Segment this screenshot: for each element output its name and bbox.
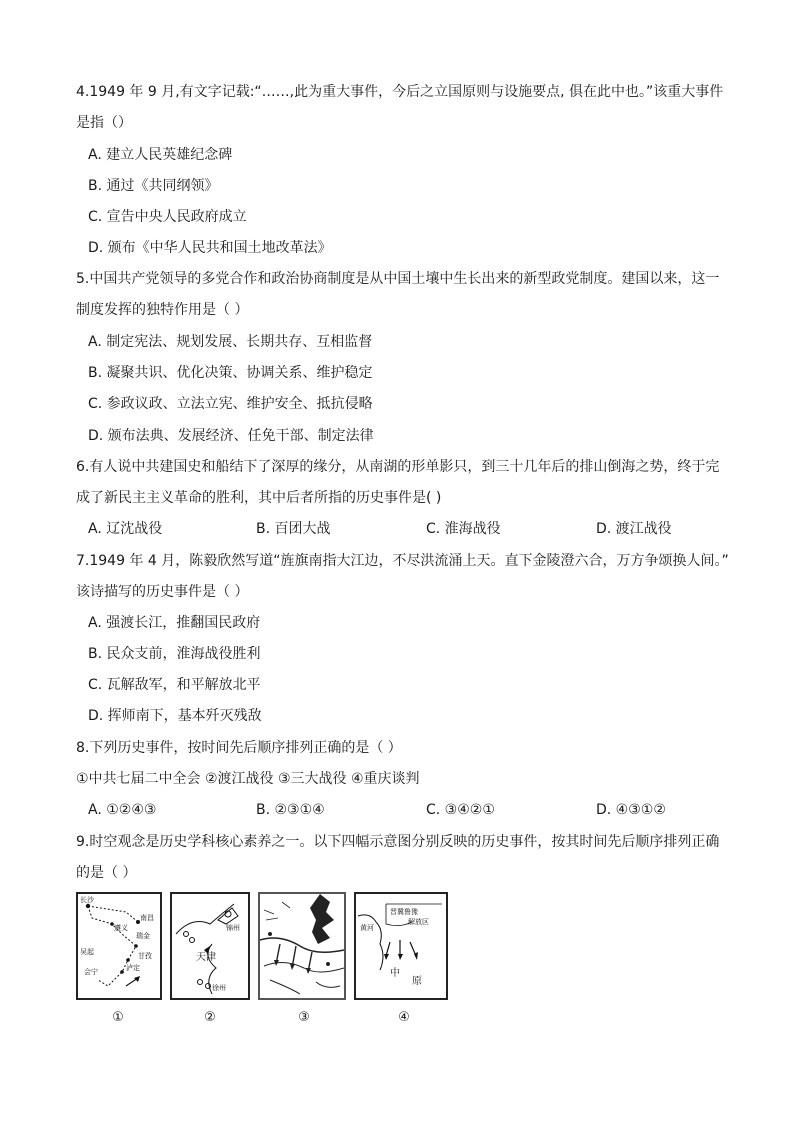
q7-option-a[interactable]: A. 强渡长江，推翻国民政府 (88, 615, 261, 631)
map-1-place-huining: 会宁 (84, 968, 98, 976)
map-1-route-drawing (78, 894, 160, 998)
q4-option-a[interactable]: A. 建立人民英雄纪念碑 (88, 147, 233, 163)
q9-stem-line2: 的是（ ） (76, 865, 137, 881)
q8-events: ①中共七届二中全会 ②渡江战役 ③三大战役 ④重庆谈判 (76, 771, 420, 787)
map-3-yangtze-crossing (258, 892, 346, 1000)
q5-stem-line1: 5.中国共产党领导的多党合作和政治协商制度是从中国土壤中生长出来的新型政党制度。建国以来，这一 (76, 271, 720, 287)
q7-stem-line2: 该诗描写的历史事件是（ ） (76, 584, 249, 600)
map-4-region-jinjiluyu: 晋冀鲁豫 (390, 908, 418, 916)
map-1-place-ruijin: 瑞金 (136, 932, 150, 940)
map-1-number: ① (112, 1010, 124, 1025)
map-4-number: ④ (398, 1010, 410, 1025)
q4-option-c[interactable]: C. 宣告中央人民政府成立 (88, 209, 247, 225)
map-4-central-plains (354, 892, 448, 1000)
map-3-number: ③ (298, 1010, 310, 1025)
q7-option-c[interactable]: C. 瓦解敌军，和平解放北平 (88, 677, 261, 693)
map-1-place-luding: 泸定 (126, 964, 140, 972)
map-4-region-drawing (356, 894, 446, 998)
map-1-place-wuqi: 吴起 (80, 948, 94, 956)
q4-stem-line1: 4.1949 年 9 月,有文字记载:“……,此为重大事件，今后之立国原则与设施要点, 俱在此中也。”该重大事件 (76, 84, 724, 100)
q9-stem-line1: 9.时空观念是历史学科核心素养之一。以下四幅示意图分别反映的历史事件，按其时间先后顺序排列正确 (76, 834, 720, 850)
q7-option-d[interactable]: D. 挥师南下，基本歼灭残敌 (88, 708, 262, 724)
q8-option-c[interactable]: C. ③④②① (426, 802, 495, 818)
q5-option-b[interactable]: B. 凝聚共识、优化决策、协调关系、维护稳定 (88, 365, 373, 381)
q6-option-c[interactable]: C. 淮海战役 (426, 521, 501, 537)
map-1-place-zunyi: 遵义 (114, 924, 128, 932)
q4-option-d[interactable]: D. 颁布《中华人民共和国土地改革法》 (88, 240, 332, 256)
map-2-three-campaigns (170, 892, 250, 1000)
q8-option-b[interactable]: B. ②③①④ (256, 802, 325, 818)
map-4-label-yuan: 原 (412, 976, 422, 987)
q5-option-c[interactable]: C. 参政议政、立法立宪、维护安全、抵抗侵略 (88, 396, 373, 412)
q6-stem-line1: 6.有人说中共建国史和船结下了深厚的缘分，从南湖的形单影只，到三十几年后的排山倒海之势，终于完 (76, 459, 720, 475)
q8-option-a[interactable]: A. ①②④③ (88, 802, 157, 818)
q6-option-d[interactable]: D. 渡江战役 (596, 521, 672, 537)
q8-option-d[interactable]: D. ④③①② (596, 802, 666, 818)
q5-option-a[interactable]: A. 制定宪法、规划发展、长期共存、互相监督 (88, 334, 373, 350)
q6-option-a[interactable]: A. 辽沈战役 (88, 521, 163, 537)
map-3-river-drawing (260, 894, 344, 998)
q5-stem-line2: 制度发挥的独特作用是（ ） (76, 302, 249, 318)
map-1-place-ganzi: 甘孜 (138, 952, 152, 960)
map-4-label-zhong: 中 (390, 968, 400, 979)
q9-map-figures (76, 892, 456, 1032)
q4-option-b[interactable]: B. 通过《共同纲领》 (88, 178, 219, 194)
q5-option-d[interactable]: D. 颁布法典、发展经济、任免干部、制定法律 (88, 428, 374, 444)
map-4-river-huanghe: 黄河 (360, 924, 374, 932)
map-1-place-nanchang: 南昌 (140, 914, 154, 922)
map-1-place-changsha: 长沙 (80, 896, 94, 904)
map-4-region-liberated: 解放区 (408, 918, 429, 926)
map-2-place-xuzhou: 徐州 (212, 984, 226, 992)
q8-stem-line1: 8.下列历史事件，按时间先后顺序排列正确的是（ ） (76, 740, 402, 756)
map-2-place-jinzhou: 锦州 (226, 924, 240, 932)
map-2-number: ② (204, 1010, 216, 1025)
map-2-place-tianjin: 天津 (196, 952, 216, 963)
q6-option-b[interactable]: B. 百团大战 (256, 521, 331, 537)
q7-option-b[interactable]: B. 民众支前，淮海战役胜利 (88, 646, 261, 662)
map-1-long-march (76, 892, 162, 1000)
q4-stem-line2: 是指（） (76, 115, 132, 131)
map-2-campaign-drawing (172, 894, 248, 998)
q7-stem-line1: 7.1949 年 4 月，陈毅欣然写道“旌旗南指大江边，不尽洪流涌上天。直下金陵澄六合，万方争颂换人间。” (76, 553, 729, 569)
q6-stem-line2: 成了新民主主义革命的胜利，其中后者所指的历史事件是( ) (76, 490, 442, 506)
